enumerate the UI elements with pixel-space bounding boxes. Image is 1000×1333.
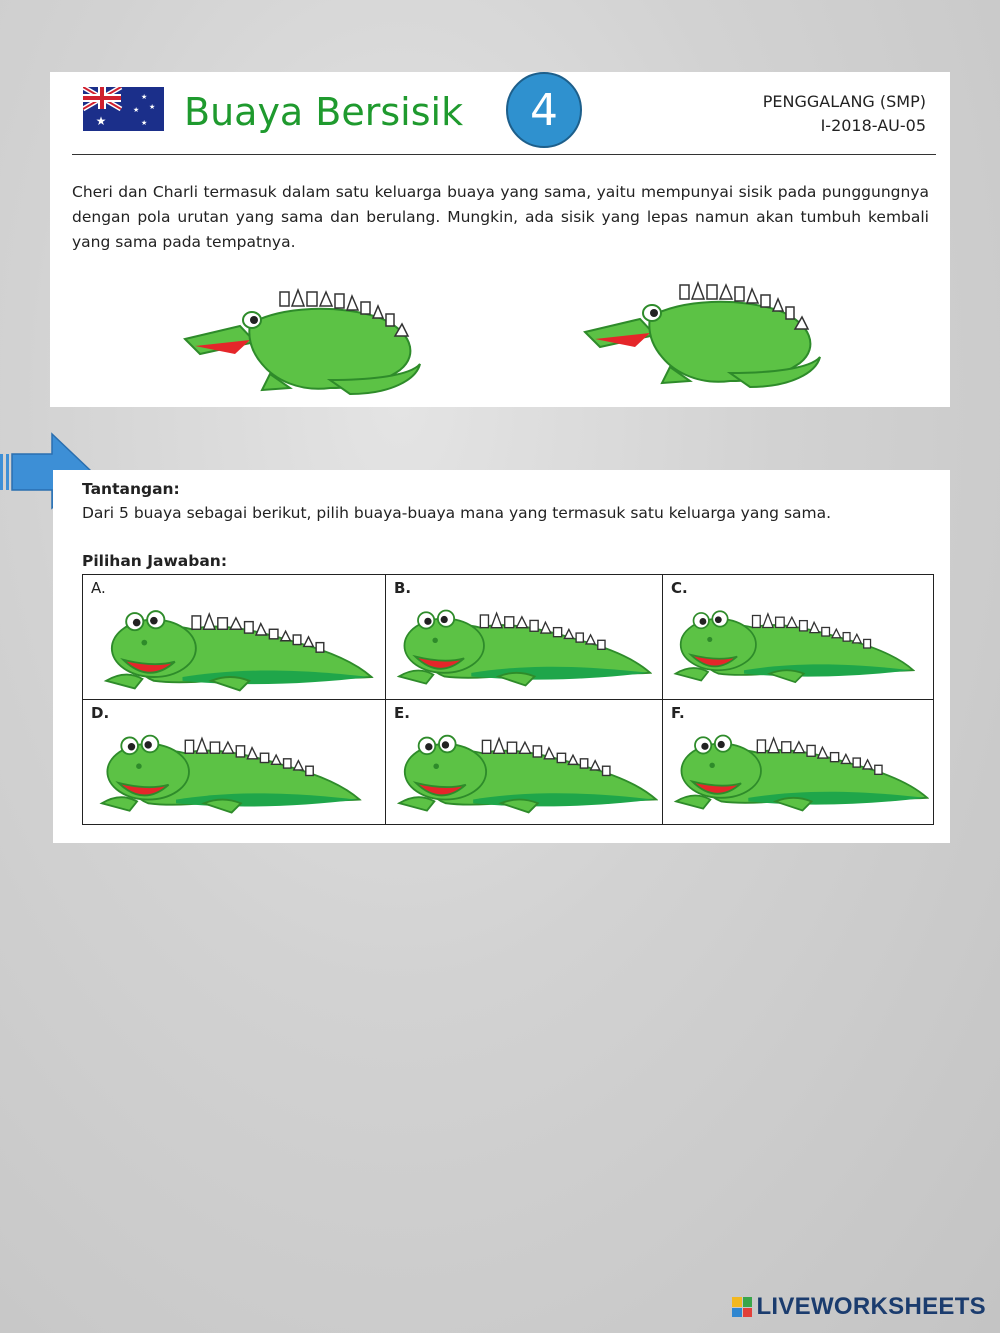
option-label: B. [394, 579, 412, 597]
svg-text:★: ★ [133, 106, 140, 114]
challenge-card [53, 470, 950, 843]
crocodile-option-image [667, 593, 915, 691]
level-label: PENGGALANG (SMP) [762, 92, 926, 111]
header-divider [72, 154, 936, 155]
options-label: Pilihan Jawaban: [82, 552, 228, 570]
option-f[interactable] [663, 700, 933, 824]
liveworksheets-logo-icon [732, 1297, 752, 1317]
challenge-text: Dari 5 buaya sebagai berikut, pilih buaya-buaya mana yang termasuk satu keluarga yang sama. [82, 504, 832, 522]
crocodile-option-image [87, 593, 383, 698]
option-label: C. [671, 579, 688, 597]
option-label: D. [91, 704, 110, 722]
option-e[interactable] [386, 700, 663, 824]
option-c[interactable] [663, 575, 933, 700]
challenge-label: Tantangan: [82, 480, 180, 498]
crocodile-cheri-image [180, 284, 425, 396]
liveworksheets-logo [732, 1293, 986, 1321]
task-number-badge: 4 [506, 72, 582, 148]
problem-card [50, 72, 950, 407]
page-title: Buaya Bersisik [184, 90, 464, 134]
task-id: I-2018-AU-05 [820, 116, 926, 135]
task-code [763, 90, 926, 138]
crocodile-charli-image [580, 277, 825, 389]
option-b[interactable] [386, 575, 663, 700]
svg-text:★: ★ [95, 114, 107, 128]
logo-text: LIVEWORKSHEETS [756, 1293, 986, 1320]
crocodile-option-image [87, 718, 367, 820]
option-a[interactable] [83, 575, 386, 700]
intro-text: Cheri dan Charli termasuk dalam satu keluarga buaya yang sama, yaitu mempunyai sisik pada punggungnya dengan pola urutan yang sama dan berulang. Mungkin, ada sisik yang lepas namun akan tumbuh kembali yang sama pada tempatnya. [72, 183, 929, 251]
svg-text:★: ★ [149, 103, 156, 111]
crocodile-option-image [390, 718, 658, 820]
svg-text:★: ★ [141, 119, 148, 127]
crocodile-option-image [667, 718, 929, 818]
option-label: E. [394, 704, 410, 722]
option-d[interactable] [83, 700, 386, 824]
crocodile-option-image [390, 593, 652, 693]
answer-options-grid [82, 574, 934, 825]
svg-text:★: ★ [141, 93, 148, 101]
option-label: A. [91, 579, 106, 597]
australia-flag-icon [83, 87, 164, 131]
option-label: F. [671, 704, 685, 722]
